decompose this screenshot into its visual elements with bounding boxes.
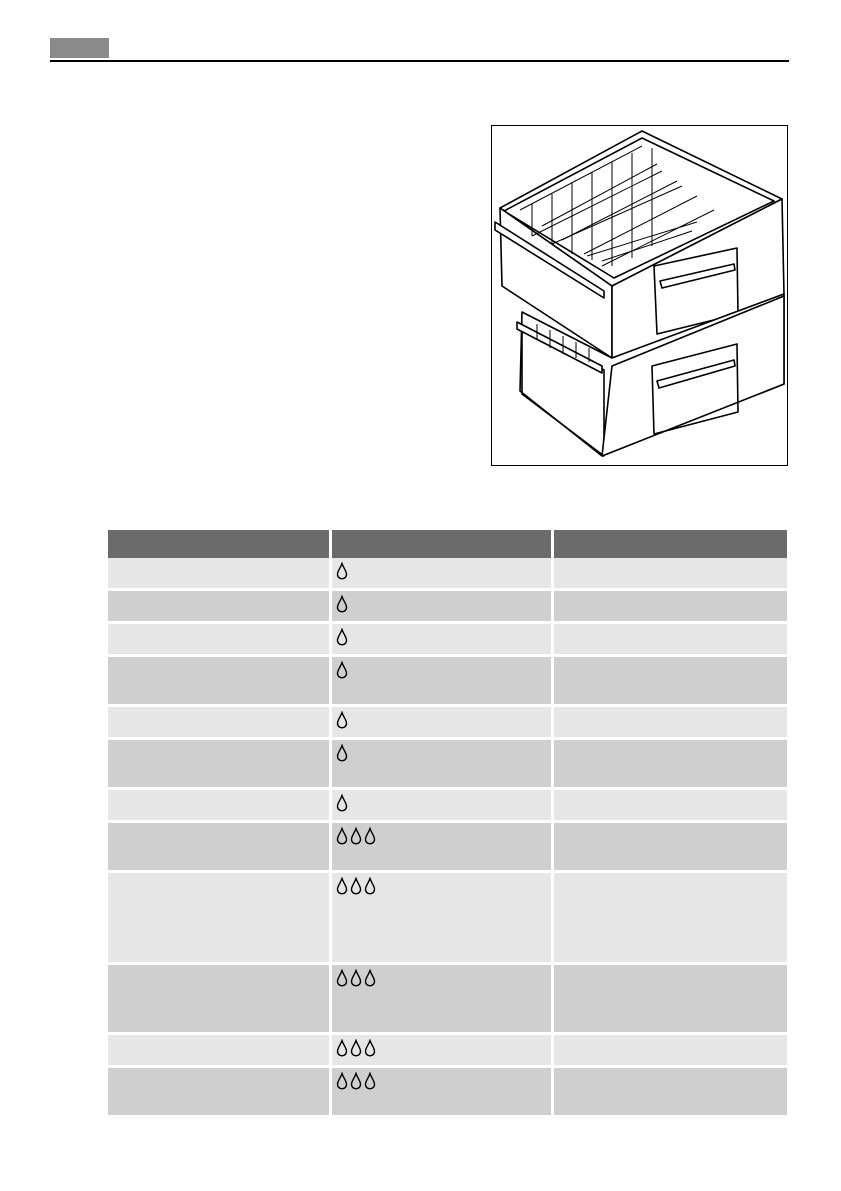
humidity-level [332,558,551,580]
table-row [108,558,787,590]
water-drop-icon [335,827,349,845]
humidity-cell [330,964,552,1034]
humidity-level [332,823,551,845]
water-drop-icon [335,794,349,812]
humidity-cell [330,822,552,872]
storage-cell [552,1034,787,1067]
table-row [108,872,787,964]
table-row [108,1067,787,1117]
storage-cell [552,822,787,872]
table-row [108,590,787,623]
storage-cell [552,623,787,656]
food-cell [108,656,330,706]
food-cell [108,872,330,964]
humidity-level [332,591,551,613]
storage-cell [552,964,787,1034]
humidity-cell [330,558,552,590]
water-drop-icon [363,827,377,845]
storage-cell [552,739,787,789]
table-row [108,656,787,706]
humidity-level [332,873,551,895]
food-cell [108,822,330,872]
water-drop-icon [335,877,349,895]
humidity-level [332,740,551,762]
crisper-drawers-illustration [492,126,789,467]
table-row [108,623,787,656]
humidity-cell [330,706,552,739]
storage-cell [552,656,787,706]
water-drop-icon [335,661,349,679]
water-drop-icon [349,1072,363,1090]
humidity-level [332,1035,551,1057]
table-row [108,706,787,739]
table-row [108,789,787,822]
water-drop-icon [335,628,349,646]
food-cell [108,590,330,623]
crisper-drawers-figure [491,125,788,466]
water-drop-icon [363,1072,377,1090]
water-drop-icon [335,744,349,762]
header-rule [50,60,789,62]
water-drop-icon [363,1039,377,1057]
table-row [108,822,787,872]
section-tab-marker [50,38,109,58]
food-cell [108,789,330,822]
humidity-cell [330,739,552,789]
water-drop-icon [335,711,349,729]
table-header-row [108,530,787,558]
water-drop-icon [335,1072,349,1090]
storage-cell [552,872,787,964]
water-drop-icon [349,877,363,895]
water-drop-icon [335,595,349,613]
food-cell [108,964,330,1034]
humidity-cell [330,872,552,964]
storage-cell [552,789,787,822]
humidity-level [332,1068,551,1090]
water-drop-icon [349,1039,363,1057]
humidity-cell [330,1034,552,1067]
water-drop-icon [335,562,349,580]
food-cell [108,623,330,656]
storage-cell [552,558,787,590]
humidity-cell [330,623,552,656]
humidity-cell [330,590,552,623]
column-header [330,530,552,558]
humidity-level [332,707,551,729]
humidity-table [108,530,787,1118]
humidity-level [332,624,551,646]
food-cell [108,739,330,789]
humidity-cell [330,1067,552,1117]
water-drop-icon [363,877,377,895]
table-row [108,1034,787,1067]
storage-cell [552,706,787,739]
table-row [108,964,787,1034]
storage-cell [552,1067,787,1117]
food-cell [108,1034,330,1067]
food-cell [108,558,330,590]
humidity-level [332,790,551,812]
food-cell [108,706,330,739]
humidity-cell [330,656,552,706]
column-header [552,530,787,558]
water-drop-icon [363,969,377,987]
water-drop-icon [335,1039,349,1057]
column-header [108,530,330,558]
humidity-level [332,965,551,987]
storage-cell [552,590,787,623]
food-cell [108,1067,330,1117]
humidity-level [332,657,551,679]
water-drop-icon [349,969,363,987]
water-drop-icon [349,827,363,845]
water-drop-icon [335,969,349,987]
humidity-cell [330,789,552,822]
table-row [108,739,787,789]
